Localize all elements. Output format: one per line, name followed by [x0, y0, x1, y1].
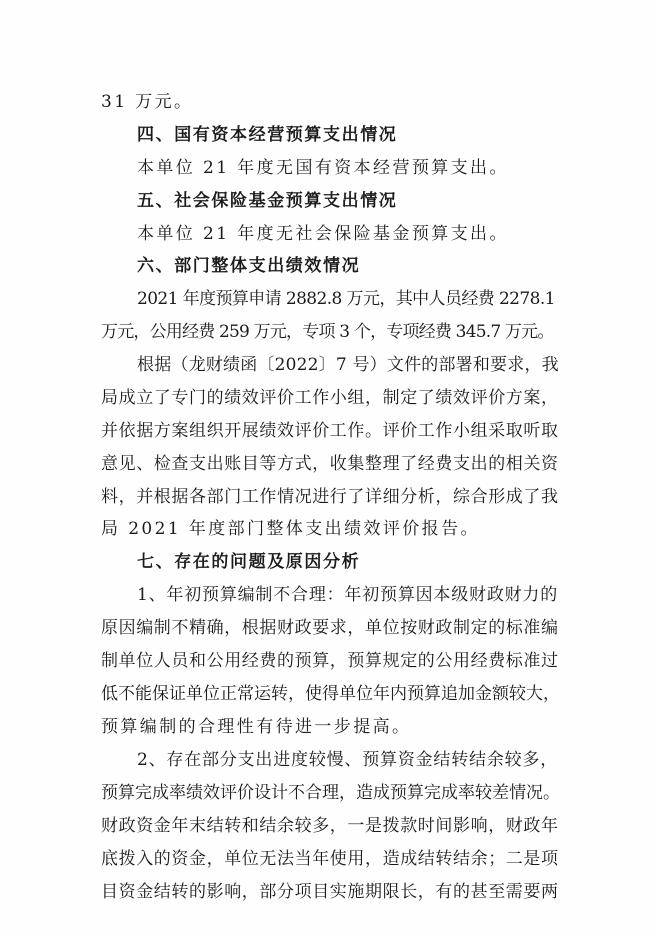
paragraph-line: 意见、检查支出账目等方式，收集整理了经费支出的相关资	[101, 454, 559, 474]
section-heading-5: 五、社会保险基金预算支出情况	[137, 191, 398, 211]
paragraph-line: 2、存在部分支出进度较慢、预算资金结转结余较多，	[137, 750, 559, 770]
section-heading-4: 四、国有资本经营预算支出情况	[137, 125, 398, 145]
paragraph-line: 局 2021 年度部门整体支出绩效评价报告。	[101, 519, 480, 539]
paragraph-line: 并依据方案组织开展绩效评价工作。评价工作小组采取听取	[101, 421, 559, 441]
paragraph-line: 低不能保证单位正常运转，使得单位年内预算追加金额较大，	[101, 684, 560, 704]
section-heading-6: 六、部门整体支出绩效情况	[137, 256, 361, 276]
paragraph-line: 2021 年度预算申请 2882.8 万元，其中人员经费 2278.1	[137, 289, 555, 309]
section-5-text: 本单位 21 年度无社会保险基金预算支出。	[137, 224, 509, 244]
paragraph-line: 根据（龙财绩函〔2022〕7 号）文件的部署和要求，我	[137, 355, 559, 375]
section-4-text: 本单位 21 年度无国有资本经营预算支出。	[137, 158, 509, 178]
paragraph-line: 料，并根据各部门工作情况进行了详细分析，综合形成了我	[101, 487, 559, 507]
text-line-continuation: 31 万元。	[101, 92, 194, 112]
paragraph-line: 原因编制不精确，根据财政要求，单位按财政制定的标准编	[101, 618, 559, 638]
paragraph-line: 预算编制的合理性有待进一步提高。	[101, 717, 412, 737]
section-heading-7: 七、存在的问题及原因分析	[137, 552, 361, 572]
paragraph-line: 局成立了专门的绩效评价工作小组，制定了绩效评价方案，	[101, 388, 559, 408]
paragraph-line: 底拨入的资金，单位无法当年使用，造成结转结余；二是项	[101, 849, 559, 869]
paragraph-line: 目资金结转的影响，部分项目实施期限长，有的甚至需要两	[101, 882, 559, 902]
paragraph-line: 制单位人员和公用经费的预算，预算规定的公用经费标准过	[101, 651, 559, 671]
paragraph-line: 万元，公用经费 259 万元，专项 3 个，专项经费 345.7 万元。	[101, 322, 554, 342]
paragraph-line: 1、年初预算编制不合理：年初预算因本级财政财力的	[137, 585, 559, 605]
paragraph-line: 预算完成率绩效评价设计不合理，造成预算完成率较差情况。	[101, 783, 560, 803]
paragraph-line: 财政资金年末结转和结余较多，一是拨款时间影响，财政年	[101, 816, 559, 836]
